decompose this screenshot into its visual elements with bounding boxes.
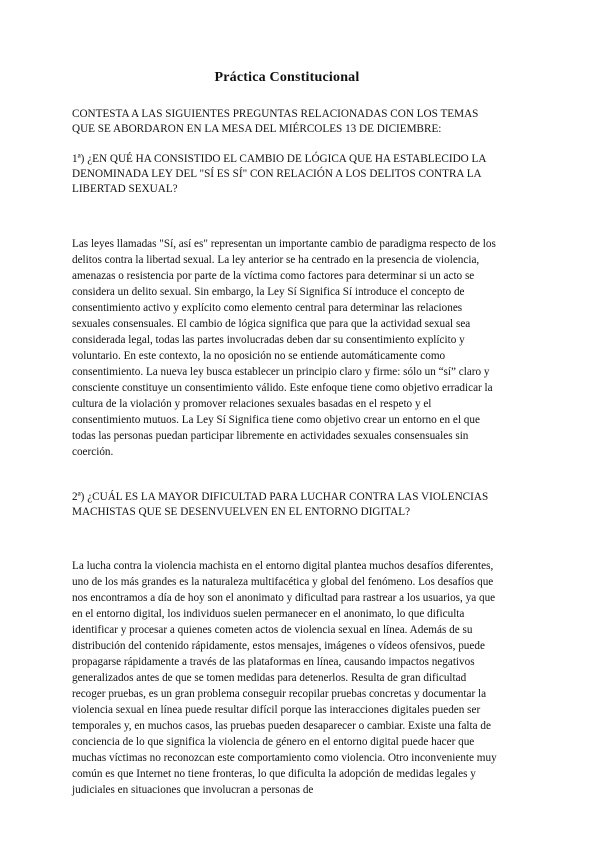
question-section-1 [72,152,502,460]
document-title: Práctica Constitucional [214,70,360,85]
answer-1-paragraph: Las leyes llamadas "Sí, así es" representan un importante cambio de paradigma respecto de los delitos contra la libertad sexual. La ley anterior se ha centrado en la presencia de violencia, amenazas o resistencia por parte de la víctima como factores para determinar si un acto se considera un delito sexual. Sin embargo, la Ley Sí Significa Sí introduce el concepto de consentimiento activo y explícito como elemento central para determinar las relaciones sexuales consensuales. El cambio de lógica significa que para que la actividad sexual sea considerada legal, todas las partes involucradas deben dar su consentimiento explícito y voluntario. En este contexto, la no oposición no se entiende automáticamente como consentimiento. La nueva ley busca establecer un principio claro y firme: sólo un “sí” claro y consciente constituye un consentimiento válido. Este enfoque tiene como objetivo erradicar la cultura de la violación y promover relaciones sexuales basadas en el respeto y el consentimiento mutuos. La Ley Sí Significa tiene como objetivo crear un entorno en el que todas las personas puedan participar libremente en actividades sexuales consensuales sin coerción. [72,238,496,458]
document-page [72,70,502,798]
question-2-heading: 2ª) ¿CUÁL ES LA MAYOR DIFICULTAD PARA LUCHAR CONTRA LAS VIOLENCIAS MACHISTAS QUE SE DESENVUELVEN EN EL ENTORNO DIGITAL? [72,491,489,518]
instructions-text: CONTESTA A LAS SIGUIENTES PREGUNTAS RELACIONADAS CON LOS TEMAS QUE SE ABORDARON EN LA MESA DEL MIÉRCOLES 13 DE DICIEMBRE: [72,108,479,135]
question-1-heading: 1ª) ¿EN QUÉ HA CONSISTIDO EL CAMBIO DE LÓGICA QUE HA ESTABLECIDO LA DENOMINADA LEY DEL "SÍ ES SÍ" CON RELACIÓN A LOS DELITOS CONTRA LA LIBERTAD SEXUAL? [72,153,486,195]
question-section-2 [72,490,502,798]
answer-2-paragraph: La lucha contra la violencia machista en el entorno digital plantea muchos desafíos diferentes, uno de los más grandes es la naturaleza multifacética y global del fenómeno. Los desafíos que nos encontramos a día de hoy son el anonimato y dificultad para rastrear a los usuarios, ya que en el entorno digital, los individuos suelen permanecer en el anonimato, lo que dificulta identificar y procesar a quienes cometen actos de violencia sexual en línea. Además de su distribución del contenido rápidamente, estos mensajes, imágenes o vídeos ofensivos, puede propagarse rápidamente a través de las plataformas en línea, causando impactos negativos generalizados antes de que se tomen medidas para detenerlos. Resulta de gran dificultad recoger pruebas, es un gran problema conseguir recopilar pruebas concretas y documentar la violencia sexual en línea puede resultar difícil porque las interacciones digitales pueden ser temporales y, en muchos casos, las pruebas pueden desaparecer o cambiar. Existe una falta de conciencia de lo que significa la violencia de género en el entorno digital puede hacer que muchas víctimas no reconozcan este comportamiento como violencia. Otro inconveniente muy común es que Internet no tiene fronteras, lo que dificulta la adopción de medidas legales y judiciales en situaciones que involucran a personas de [72,560,497,796]
